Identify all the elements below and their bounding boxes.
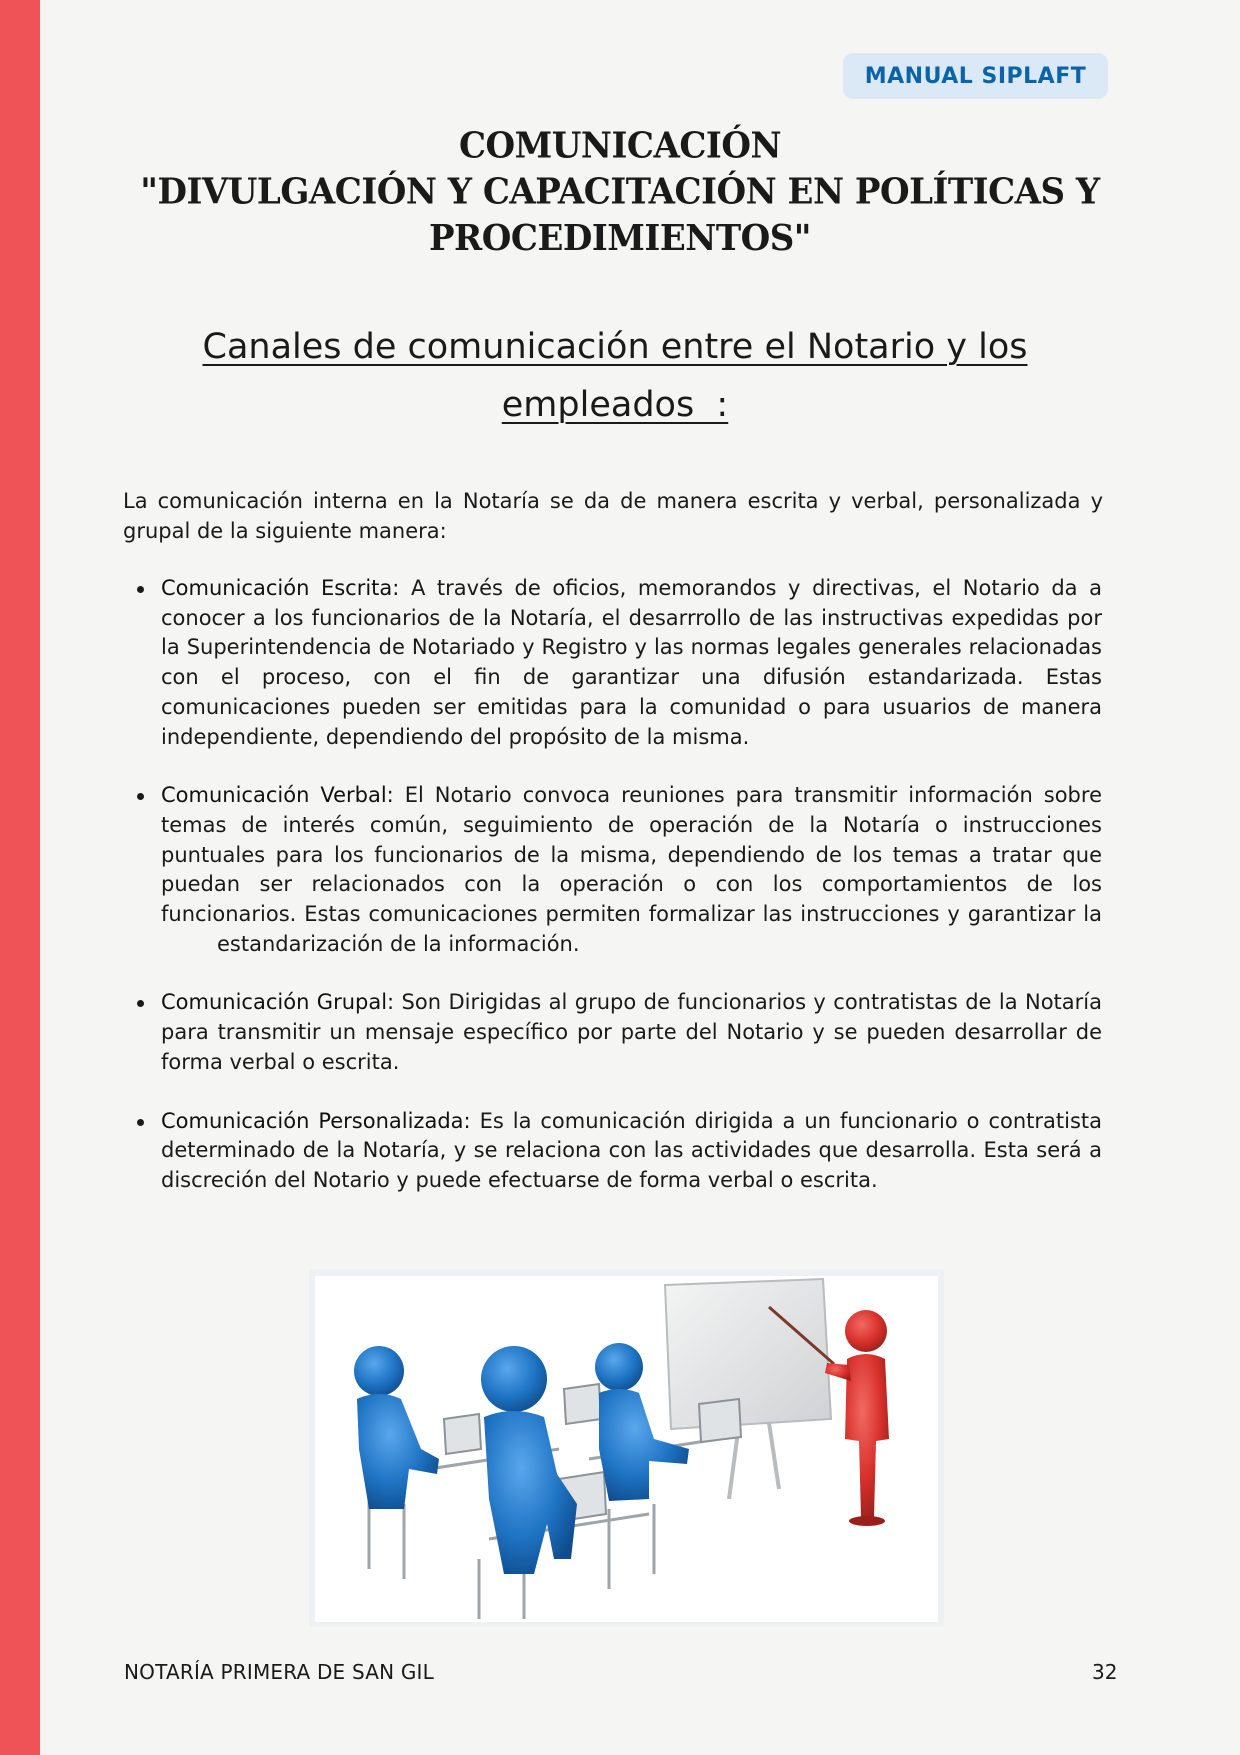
item-term: Comunicación Grupal: [161,990,395,1015]
bullet-icon [137,793,144,800]
title-line-3: PROCEDIMIENTOS" [428,217,812,260]
item-text-end: estandarización de la información. [217,931,580,956]
title-line-1: COMUNICACIÓN [458,124,782,167]
training-illustration-svg [309,1269,944,1627]
item-text: Es la comunicación dirigida a un funcionario o contratista determinado de la Notaría, y se relaciona con las actividades que desarrolla. Esta será a discreción del Notario y puede efectuarse de forma verbal o escrita. [161,1108,1102,1192]
list-item [124,988,1102,1077]
bullet-icon [137,586,144,593]
list-item [124,1107,1102,1196]
bullet-icon [137,1000,144,1007]
subtitle-line-1: Canales de comunicación entre el Notario y los [202,327,1028,367]
page-number: 32 [1092,1660,1118,1684]
title-line-2: "DIVULGACIÓN Y CAPACITACIÓN EN POLÍTICAS Y [140,171,1100,213]
item-term: Comunicación Verbal: [161,783,394,808]
intro-paragraph: La comunicación interna en la Notaría se da de manera escrita y verbal, personalizada y grupal de la siguiente manera: [123,489,1103,543]
item-text: Son Dirigidas al grupo de funcionarios y contratistas de la Notaría para transmitir un mensaje específico por parte del Notario y se pueden desarrollar de forma verbal o escrita. [161,990,1102,1074]
left-accent-band [0,0,40,1755]
item-text: El Notario convoca reuniones para transmitir información sobre temas de interés común, seguimiento de operación de la Notaría o instrucciones puntuales para los funcionarios de la misma, dependiendo de los temas a tratar que puedan ser relacionados con la operación o con los comportamientos de los funcionarios. Estas comunicaciones permiten formalizar las instrucciones y garantizar la [161,783,1102,927]
list-item [124,781,1102,959]
manual-badge: MANUAL SIPLAFT [843,53,1108,99]
item-term: Comunicación Escrita: [161,576,400,600]
footer-organization: NOTARÍA PRIMERA DE SAN GIL [124,1660,434,1684]
page-title [140,123,1100,262]
bullet-icon [137,1119,144,1126]
communication-channels-list [124,574,1102,1225]
item-text: A través de oficios, memorandos y directivas, el Notario da a conocer a los funcionarios de la Notaría, el desarrrollo de las instructivas expedidas por la Superintendencia de Notariado y Registro y las normas legales generales relacionadas con el proceso, con el fin de garantizar una difusión estandarizada. Estas comunicaciones pueden ser emitidas para la comunidad o para usuarios de manera independiente, dependiendo del propósito de la misma. [161,576,1102,749]
item-term: Comunicación Personalizada: [161,1108,471,1133]
training-illustration [309,1269,944,1627]
list-item [124,574,1102,752]
subtitle-line-2: empleados : [501,385,729,425]
section-subtitle [150,318,1080,434]
